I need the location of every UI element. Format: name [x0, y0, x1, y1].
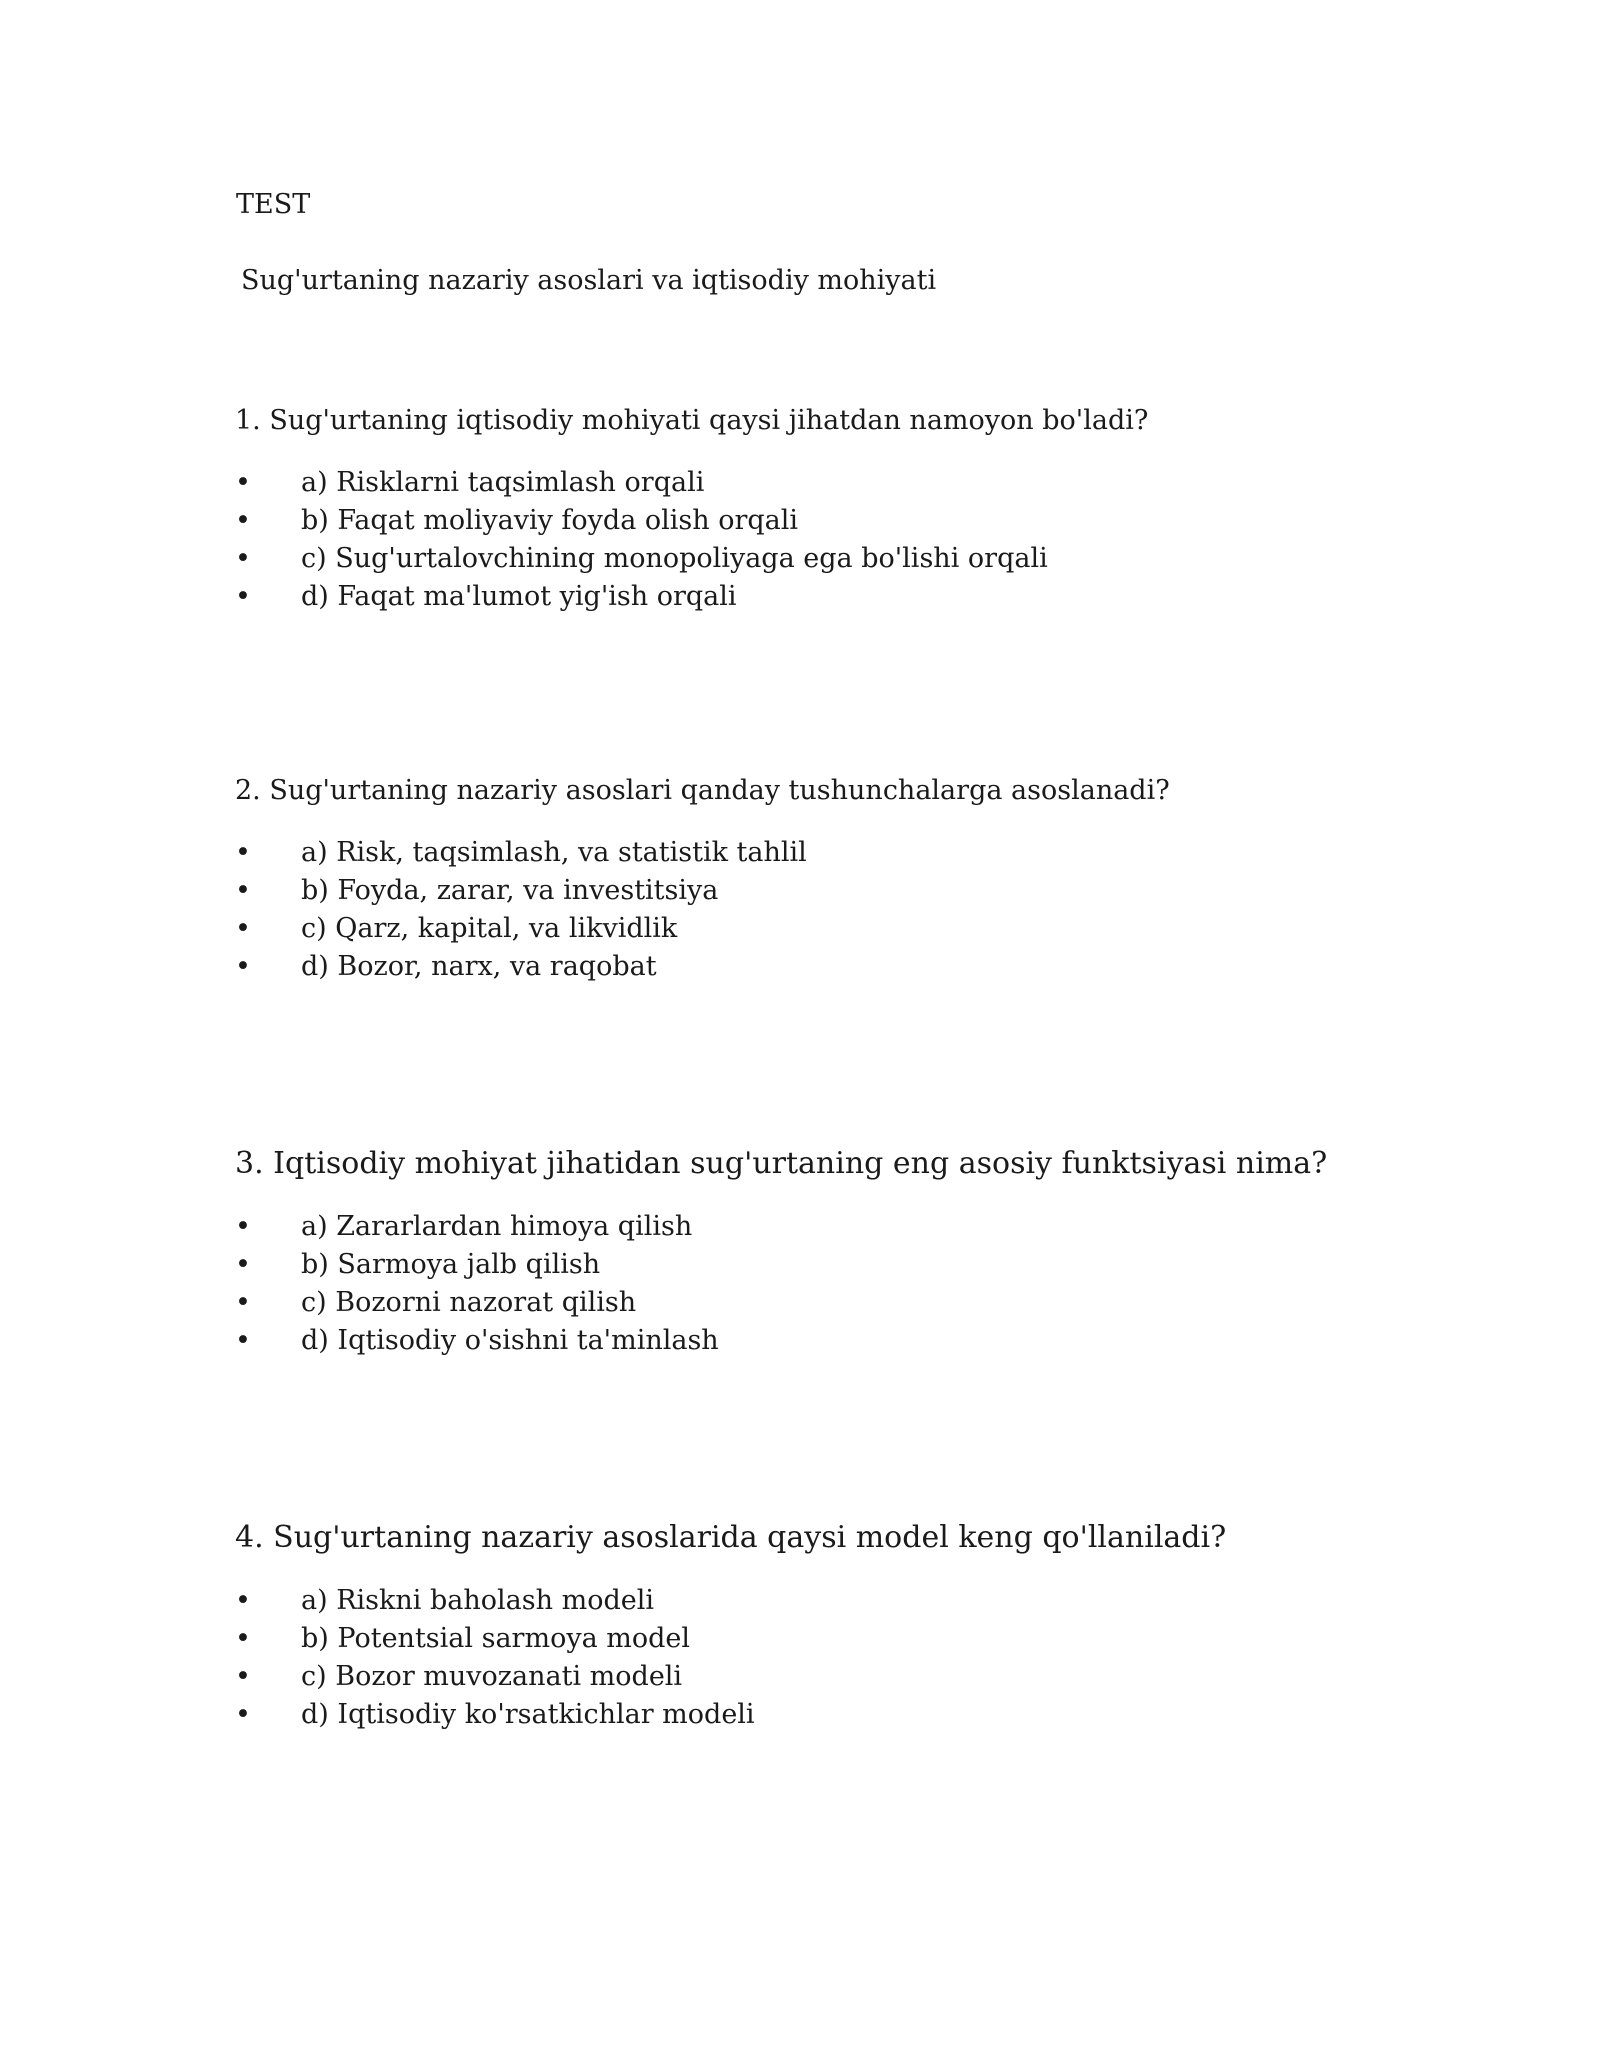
option-text: c) Qarz, kapital, va likvidlik: [301, 913, 678, 944]
question-4-options: [235, 1582, 1435, 1734]
option-text: c) Sug'urtalovchining monopoliyaga ega bo'lishi orqali: [301, 543, 1048, 574]
option-text: b) Foyda, zarar, va investitsiya: [301, 875, 719, 906]
option-text: c) Bozor muvozanati modeli: [301, 1661, 683, 1692]
bullet-icon: •: [235, 1249, 251, 1280]
question-1-options: [235, 464, 1435, 616]
question-4-text: 4. Sug'urtaning nazariy asoslarida qaysi model keng qo'llaniladi?: [235, 1520, 1227, 1555]
bullet-icon: •: [235, 1661, 251, 1692]
question-3-option-c: [235, 1284, 1435, 1322]
bullet-icon: •: [235, 581, 251, 612]
bullet-icon: •: [235, 1211, 251, 1242]
question-4-option-b: [235, 1620, 1435, 1658]
bullet-icon: •: [235, 913, 251, 944]
document-title: TEST: [236, 189, 311, 220]
question-2-option-c: [235, 910, 1435, 948]
option-text: c) Bozorni nazorat qilish: [301, 1287, 637, 1318]
question-3-options: [235, 1208, 1435, 1360]
question-1: [235, 404, 1435, 616]
question-2-options: [235, 834, 1435, 986]
bullet-icon: •: [235, 875, 251, 906]
question-3-option-a: [235, 1208, 1435, 1246]
option-text: a) Risklarni taqsimlash orqali: [301, 467, 705, 498]
option-text: d) Iqtisodiy ko'rsatkichlar modeli: [301, 1699, 755, 1730]
bullet-icon: •: [235, 837, 251, 868]
option-text: b) Potentsial sarmoya model: [301, 1623, 691, 1654]
question-1-option-b: [235, 502, 1435, 540]
option-text: a) Riskni baholash modeli: [301, 1585, 654, 1616]
question-1-text: 1. Sug'urtaning iqtisodiy mohiyati qaysi jihatdan namoyon bo'ladi?: [235, 405, 1149, 436]
question-2: [235, 774, 1435, 986]
question-1-option-d: [235, 578, 1435, 616]
question-4-option-a: [235, 1582, 1435, 1620]
question-4-option-d: [235, 1696, 1435, 1734]
bullet-icon: •: [235, 951, 251, 982]
bullet-icon: •: [235, 1325, 251, 1356]
question-1-option-c: [235, 540, 1435, 578]
option-text: b) Faqat moliyaviy foyda olish orqali: [301, 505, 799, 536]
option-text: d) Bozor, narx, va raqobat: [301, 951, 657, 982]
question-3-option-d: [235, 1322, 1435, 1360]
question-3-text: 3. Iqtisodiy mohiyat jihatidan sug'urtaning eng asosiy funktsiyasi nima?: [235, 1146, 1328, 1181]
option-text: d) Iqtisodiy o'sishni ta'minlash: [301, 1325, 719, 1356]
question-1-option-a: [235, 464, 1435, 502]
option-text: d) Faqat ma'lumot yig'ish orqali: [301, 581, 737, 612]
bullet-icon: •: [235, 1287, 251, 1318]
question-3-option-b: [235, 1246, 1435, 1284]
question-4: [235, 1520, 1435, 1734]
question-2-option-a: [235, 834, 1435, 872]
question-2-text: 2. Sug'urtaning nazariy asoslari qanday tushunchalarga asoslanadi?: [235, 775, 1170, 806]
document-subtitle: Sug'urtaning nazariy asoslari va iqtisodiy mohiyati: [241, 265, 937, 296]
bullet-icon: •: [235, 467, 251, 498]
bullet-icon: •: [235, 505, 251, 536]
option-text: a) Zararlardan himoya qilish: [301, 1211, 693, 1242]
option-text: a) Risk, taqsimlash, va statistik tahlil: [301, 837, 807, 868]
question-2-option-d: [235, 948, 1435, 986]
question-3: [235, 1146, 1435, 1360]
question-2-option-b: [235, 872, 1435, 910]
bullet-icon: •: [235, 543, 251, 574]
bullet-icon: •: [235, 1623, 251, 1654]
bullet-icon: •: [235, 1585, 251, 1616]
bullet-icon: •: [235, 1699, 251, 1730]
option-text: b) Sarmoya jalb qilish: [301, 1249, 601, 1280]
question-4-option-c: [235, 1658, 1435, 1696]
